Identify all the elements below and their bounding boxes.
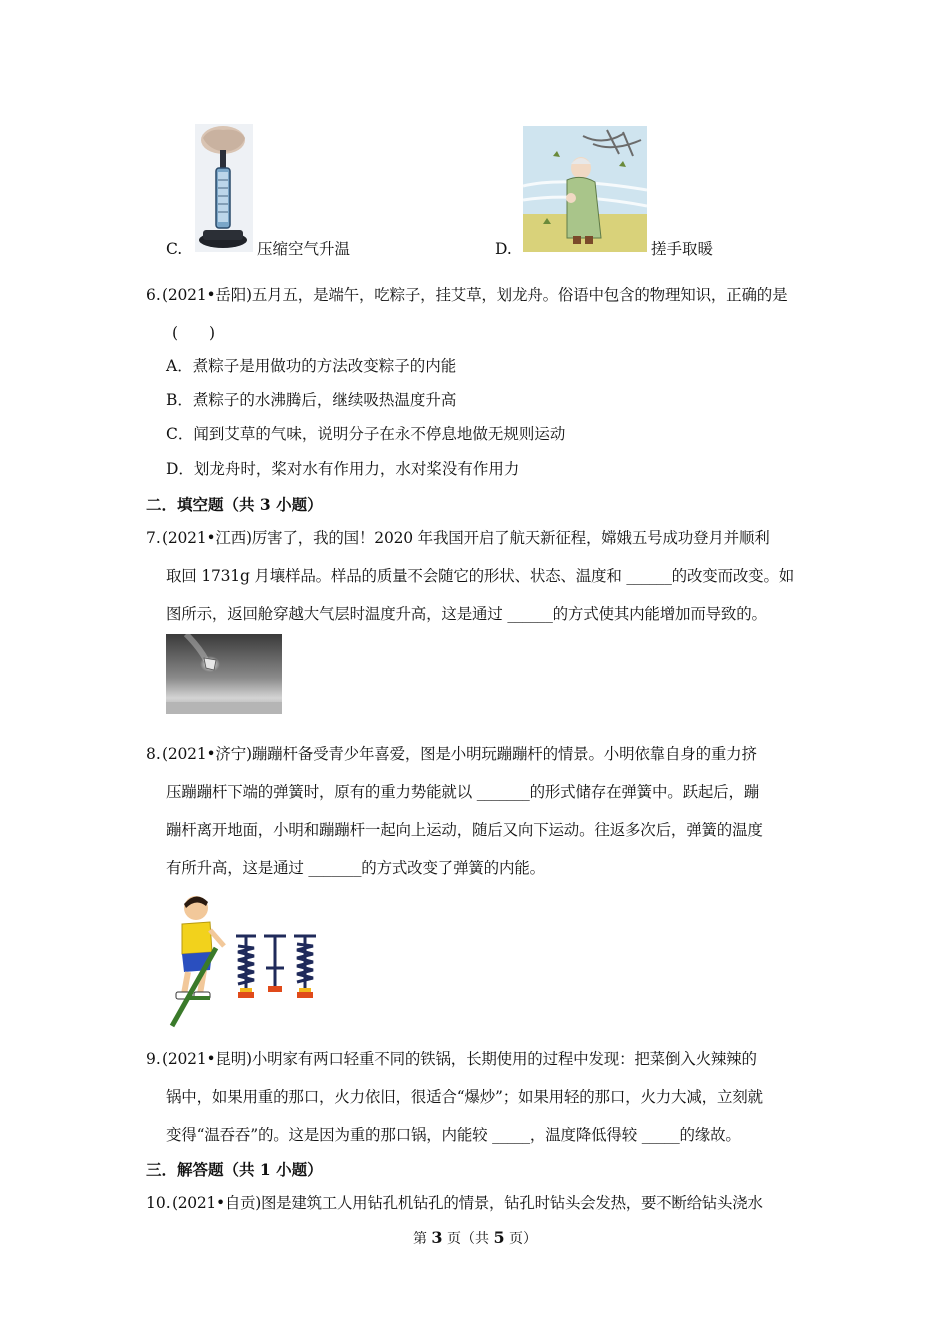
q6-option-c: C．闻到艾草的气味，说明分子在永不停息地做无规则运动 (166, 425, 566, 443)
rubbing-hands-illustration (523, 126, 647, 252)
q8-line-3: 蹦杆离开地面，小明和蹦蹦杆一起向上运动，随后又向下运动。往返多次后，弹簧的温度 (166, 821, 763, 839)
q6-number: 6. (146, 286, 161, 304)
q8-line-4: 有所升高，这是通过 _______的方式改变了弹簧的内能。 (166, 859, 545, 877)
footer-suffix: 页） (504, 1231, 538, 1247)
option-c-caption: 压缩空气升温 (257, 240, 351, 258)
reentry-capsule-photo (166, 634, 282, 714)
option-d-label: D. (495, 240, 512, 258)
footer-prefix: 第 (412, 1231, 432, 1247)
page-footer (0, 1228, 950, 1248)
q9-line-3: 变得“温吞吞”的。这是因为重的那口锅，内能较 _____，温度降低得较 _____的缘故。 (166, 1126, 741, 1144)
section-3-title: 三．解答题（共 1 小题） (146, 1160, 323, 1179)
q10-number: 10. (146, 1194, 171, 1212)
q6-option-b: B．煮粽子的水沸腾后，继续吸热温度升高 (166, 391, 457, 409)
q7-number: 7. (146, 529, 161, 547)
option-c-label: C. (166, 240, 183, 258)
q6-option-a: A．煮粽子是用做功的方法改变粽子的内能 (166, 357, 457, 375)
q8-line-1: (2021•济宁)蹦蹦杆备受青少年喜爱，图是小明玩蹦蹦杆的情景。小明依靠自身的重力挤 (162, 745, 757, 763)
q8-line-2: 压蹦蹦杆下端的弹簧时，原有的重力势能就以 _______的形式储存在弹簧中。跃起后，蹦 (166, 783, 760, 801)
pogo-stick-illustration (166, 890, 322, 1030)
q9-line-2: 锅中，如果用重的那口，火力依旧，很适合“爆炒”；如果用轻的那口，火力大减，立刻就 (166, 1088, 763, 1106)
option-d-caption: 搓手取暖 (651, 240, 714, 258)
q7-line-2: 取回 1731g 月壤样品。样品的质量不会随它的形状、状态、温度和 ______的改变而改变。如 (166, 567, 795, 585)
q7-line-3: 图所示，返回舱穿越大气层时温度升高，这是通过 ______的方式使其内能增加而导致的。 (166, 605, 767, 623)
q9-number: 9. (146, 1050, 161, 1068)
q6-stem: (2021•岳阳)五月五，是端午，吃粽子，挂艾草，划龙舟。俗语中包含的物理知识，正确的是 (162, 286, 788, 304)
syringe-illustration (195, 124, 253, 252)
q10-line-1: (2021•自贡)图是建筑工人用钻孔机钻孔的情景，钻孔时钻头会发热，要不断给钻头浇水 (172, 1194, 763, 1212)
q8-number: 8. (146, 745, 161, 763)
q6-answer-paren: ( ) (172, 324, 216, 342)
q7-line-1: (2021•江西)厉害了，我的国！2020 年我国开启了航天新征程，嫦娥五号成功登月并顺利 (162, 529, 770, 547)
footer-middle: 页（共 (442, 1231, 494, 1247)
footer-page-number: 3 (431, 1228, 443, 1247)
q6-option-d: D．划龙舟时，桨对水有作用力，水对桨没有作用力 (166, 460, 520, 478)
section-2-title: 二．填空题（共 3 小题） (146, 495, 323, 514)
q9-line-1: (2021•昆明)小明家有两口轻重不同的铁锅，长期使用的过程中发现：把菜倒入火辣辣的 (162, 1050, 757, 1068)
footer-total-pages: 5 (493, 1228, 505, 1247)
